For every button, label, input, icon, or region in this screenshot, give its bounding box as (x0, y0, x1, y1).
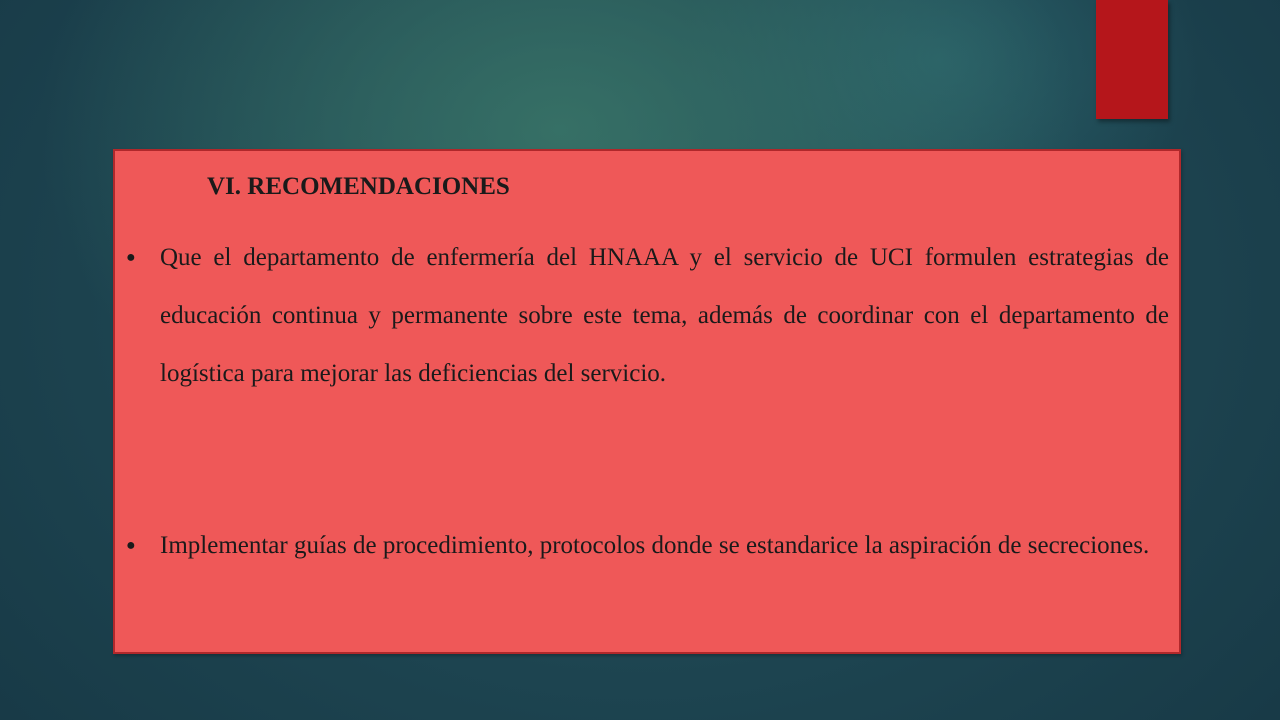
bullet-text: Implementar guías de procedimiento, protocolos donde se estandarice la aspiración de secreciones. (160, 532, 1150, 559)
bullet-item (125, 229, 1169, 403)
bullet-icon: ● (126, 537, 136, 554)
slide-title: VI. RECOMENDACIONES (207, 173, 510, 200)
bullet-item (125, 517, 1169, 575)
recommendations-box (113, 149, 1181, 654)
bullet-icon: ● (126, 249, 136, 266)
bullet-list (125, 229, 1169, 403)
bullet-text: Que el departamento de enfermería del HNAAA y el servicio de UCI formulen estrategias de educación continua y permanente sobre este tema, además de coordinar con el departamento de logística para mejorar las deficiencias del servicio. (160, 244, 1169, 387)
bullet-list (125, 517, 1169, 575)
decorative-accent-bar (1096, 0, 1168, 119)
